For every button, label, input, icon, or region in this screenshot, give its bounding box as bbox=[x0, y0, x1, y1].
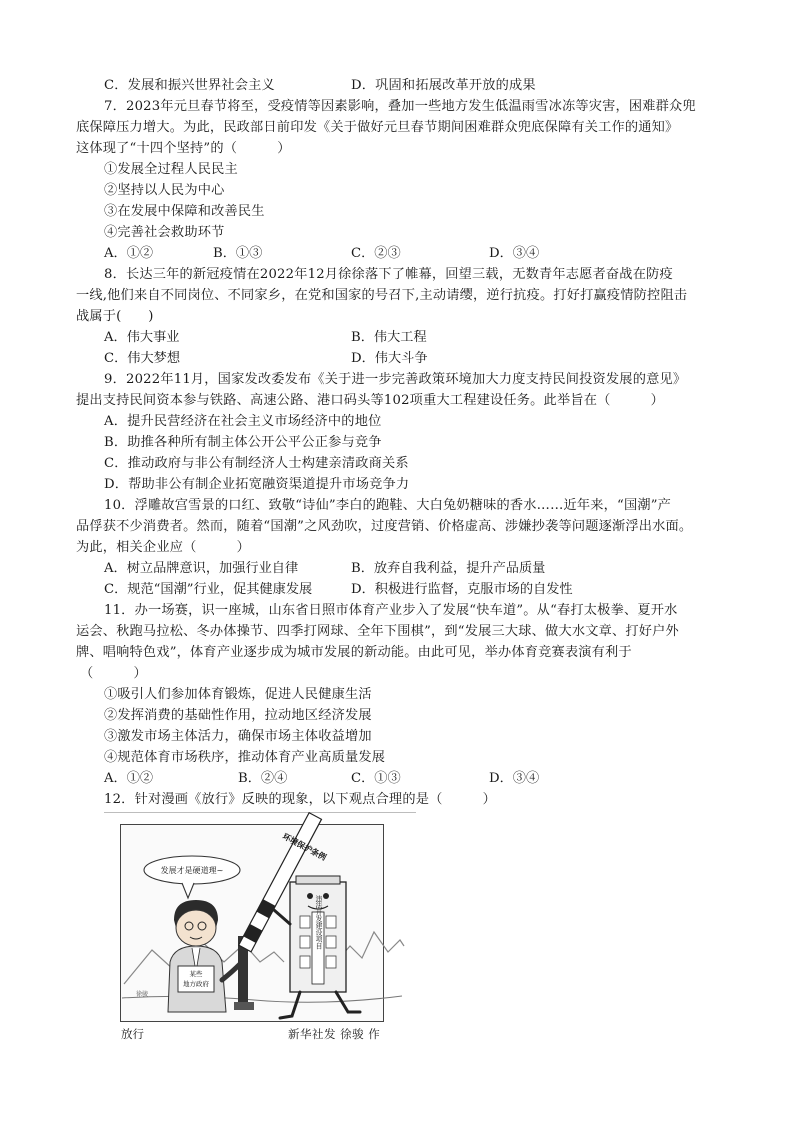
comic-caption-title: 放行 bbox=[121, 1027, 144, 1041]
q11-item-2: ②发挥消费的基础性作用，拉动地区经济发展 bbox=[104, 708, 372, 723]
q6-option-d: D．巩固和拓展改革开放的成果 bbox=[351, 78, 536, 93]
artist-signature: 徐骏 bbox=[136, 991, 149, 998]
q9-choice-b: B．助推各种所有制主体公开公平公正参与竞争 bbox=[104, 435, 382, 450]
building-eye-left bbox=[307, 893, 313, 899]
q10-stem-line3: 为此，相关企业应（ ） bbox=[76, 540, 251, 555]
q9-stem-line2: 提出支持民间资本参与铁路、高速公路、港口码头等102项重大工程建设任务。此举旨在（ ） bbox=[76, 393, 665, 408]
speech-text: 发展才是硬道理~ bbox=[160, 866, 224, 875]
q10-choice-d: D．积极进行监督，克服市场的自发性 bbox=[351, 582, 573, 597]
q9-choice-d: D．帮助非公有制企业拓宽融资渠道提升市场竞争力 bbox=[104, 477, 410, 492]
q8-stem-line2: 一线,他们来自不同岗位、不同家乡，在党和国家的号召下,主动请缨，逆行抗疫。打好打赢疫情防控阻击 bbox=[76, 288, 688, 303]
official-arm bbox=[222, 964, 240, 980]
q8-choice-a: A．伟大事业 bbox=[104, 330, 180, 345]
comic-drawing bbox=[104, 812, 416, 1040]
building-label: 违法开发建设项目 bbox=[314, 894, 322, 950]
comic-caption-credit: 新华社发 徐骏 作 bbox=[288, 1027, 381, 1041]
building-window-2 bbox=[326, 916, 336, 928]
q8-choice-d: D．伟大斗争 bbox=[351, 351, 428, 366]
q10-choice-c: C．规范“国潮”行业，促其健康发展 bbox=[104, 582, 313, 597]
q7-choice-d: D．③④ bbox=[489, 246, 540, 261]
building-leg-left bbox=[280, 992, 300, 1018]
building-roof bbox=[296, 876, 340, 884]
q9-choice-a: A．提升民营经济在社会主义市场经济中的地位 bbox=[104, 414, 382, 429]
official-figure bbox=[168, 900, 240, 1012]
q10-choice-b: B．放弃自我利益，提升产品质量 bbox=[351, 561, 546, 576]
q7-item-2: ②坚持以人民为中心 bbox=[104, 183, 225, 198]
q9-choice-c: C．推动政府与非公有制经济人士构建亲清政商关系 bbox=[104, 456, 409, 471]
q11-stem-line4: （ ） bbox=[80, 666, 147, 681]
q8-stem-line3: 战属于( ) bbox=[76, 309, 154, 324]
q11-item-3: ③激发市场主体活力，确保市场主体收益增加 bbox=[104, 729, 372, 744]
ground-line bbox=[122, 996, 402, 1002]
q6-option-c: C．发展和振兴世界社会主义 bbox=[104, 78, 275, 93]
q7-item-4: ④完善社会救助环节 bbox=[104, 225, 225, 240]
q7-stem-line2: 底保障压力增大。为此，民政部日前印发《关于做好元旦春节期间困难群众兜底保障有关工作的通知》 bbox=[76, 120, 679, 135]
building-window-1 bbox=[300, 916, 310, 928]
building-arm bbox=[274, 910, 290, 924]
q7-stem-line1: 7．2023年元旦春节将至，受疫情等因素影响，叠加一些地方发生低温雨雪冰冻等灾害，困难群众兜 bbox=[104, 99, 696, 114]
q11-stem-line2: 运会、秋跑马拉松、冬办体操节、四季打网球、全年下围棋”，到“发展三大球、做大水文章、打好户外 bbox=[76, 624, 679, 639]
q10-choice-a: A．树立品牌意识，加强行业自律 bbox=[104, 561, 299, 576]
comic-illustration bbox=[104, 812, 416, 1040]
speech-bubble-tail bbox=[182, 883, 194, 898]
badge-line2: 地方政府 bbox=[183, 980, 209, 988]
q8-choice-c: C．伟大梦想 bbox=[104, 351, 181, 366]
q11-item-1: ①吸引人们参加体育锻炼，促进人民健康生活 bbox=[104, 687, 372, 702]
q9-stem-line1: 9．2022年11月，国家发改委发布《关于进一步完善政策环境加大力度支持民间投资发展的意见》 bbox=[104, 372, 687, 387]
q11-choice-b: B．②④ bbox=[238, 771, 288, 786]
q11-choice-c: C．①③ bbox=[351, 771, 401, 786]
q7-choice-c: C．②③ bbox=[351, 246, 401, 261]
building-window-6 bbox=[326, 956, 336, 968]
q7-item-1: ①发展全过程人民民主 bbox=[104, 162, 238, 177]
q7-choice-a: A．①② bbox=[104, 246, 154, 261]
badge-line1: 某些 bbox=[189, 970, 203, 978]
q12-stem: 12．针对漫画《放行》反映的现象，以下观点合理的是（ ） bbox=[104, 792, 497, 807]
q11-choice-d: D．③④ bbox=[489, 771, 540, 786]
q11-item-4: ④规范体育市场秩序，推动体育产业高质量发展 bbox=[104, 750, 386, 765]
building-window-4 bbox=[326, 936, 336, 948]
q7-stem-line3: 这体现了“十四个坚持”的（ ） bbox=[76, 141, 291, 156]
q11-stem-line3: 牌、唱响特色戏”，体育产业逐步成为城市发展的新动能。由此可见，举办体育竞赛表演有利于 bbox=[76, 645, 632, 660]
q11-stem-line1: 11．办一场赛，识一座城，山东省日照市体育产业步入了发展“快车道”。从“春打太极拳、夏开水 bbox=[104, 603, 678, 618]
q11-choice-a: A．①② bbox=[104, 771, 154, 786]
q8-choice-b: B．伟大工程 bbox=[351, 330, 427, 345]
gate-base bbox=[234, 1002, 254, 1010]
building-window-3 bbox=[300, 936, 310, 948]
q7-item-3: ③在发展中保障和改善民生 bbox=[104, 204, 265, 219]
q10-stem-line2: 品俘获不少消费者。然而，随着“国潮”之风劲吹，过度营销、价格虚高、涉嫌抄袭等问题逐渐浮出水面。 bbox=[76, 519, 693, 534]
q7-choice-b: B．①③ bbox=[213, 246, 263, 261]
building-eye-right bbox=[323, 893, 329, 899]
official-face bbox=[176, 910, 216, 946]
q10-stem-line1: 10．浮雕故宫雪景的口红、致敬“诗仙”李白的跑鞋、大白兔奶糖味的香水……近年来，“国潮”产 bbox=[104, 498, 672, 513]
building-window-5 bbox=[300, 956, 310, 968]
barrier-label: 环境保护条例 bbox=[281, 831, 328, 863]
q8-stem-line1: 8．长达三年的新冠疫情在2022年12月徐徐落下了帷幕，回望三载，无数青年志愿者奋战在防疫 bbox=[104, 267, 673, 282]
